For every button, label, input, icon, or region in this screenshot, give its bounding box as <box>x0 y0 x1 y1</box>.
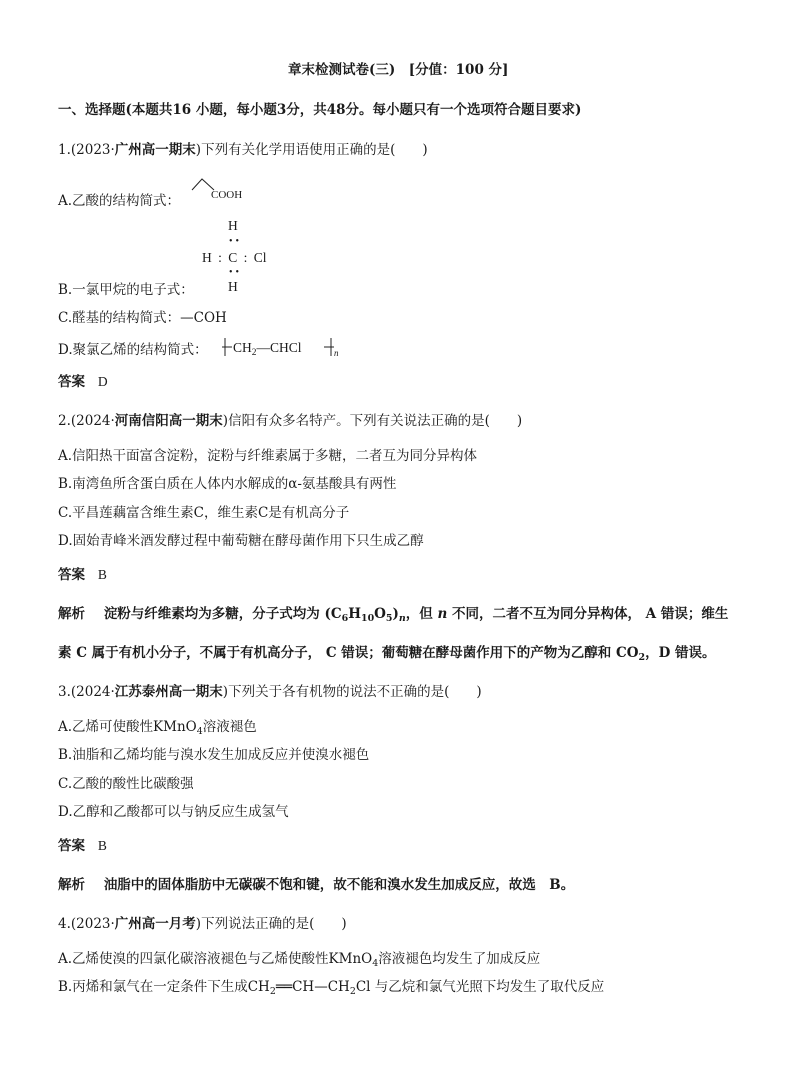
sub-4: 4 <box>196 726 203 737</box>
analysis-label: 解析 <box>58 606 85 622</box>
q2-analysis-text-1a: 淀粉与纤维素均为多糖，分子式均为 (C <box>103 606 342 622</box>
q1-source: 广州高一期末 <box>114 142 196 158</box>
q2-option-b: B.南湾鱼所含蛋白质在人体内水解成的α-氨基酸具有两性 <box>58 476 397 492</box>
q3-text: )下列关于各有机物的说法不正确的是( ) <box>222 684 482 700</box>
q3-source: 江苏泰州高一期末 <box>114 684 223 700</box>
q4-option-a <box>58 950 540 973</box>
sub-2: 2 <box>269 986 276 997</box>
sub-5: 5 <box>385 613 393 624</box>
q2-analysis-text-2c: ，D 错误。 <box>645 645 716 661</box>
q1-text: )下列有关化学用语使用正确的是( ) <box>195 142 428 158</box>
q1-option-b-mid: H : C : Cl <box>202 250 267 265</box>
q1-answer <box>58 373 108 391</box>
q2-analysis-paren: ) <box>392 606 399 622</box>
section-label: 一、选择题(本题共16 小题，每小题3分，共48分。每小题只有一个选项符合题目要求) <box>58 102 582 118</box>
q3-analysis-text: 油脂中的固体脂肪中无碳碳不饱和键，故不能和溴水发生加成反应，故选 B。 <box>103 877 575 893</box>
q1-option-a-label: A.乙酸的结构简式： <box>58 193 181 209</box>
answer-label: 答案 <box>58 567 85 583</box>
dots-top: •• <box>229 236 243 247</box>
pvc-chcl: —CHCl <box>256 340 302 355</box>
section-heading <box>58 101 581 119</box>
q1-number: 1.(2023· <box>58 142 115 158</box>
dots-bottom: •• <box>229 267 243 278</box>
q3-option-c: C.乙酸的酸性比碳酸强 <box>58 776 194 792</box>
q2-source: 河南信阳高一期末 <box>114 413 223 429</box>
q2-analysis-text-1k: 不同，二者不互为同分异构体， A 错误；维生 <box>447 606 729 622</box>
q3-number: 3.(2024· <box>58 684 115 700</box>
q3-option-a <box>58 718 257 741</box>
q1-option-b-label: B.一氯甲烷的电子式： <box>58 282 194 298</box>
sub-6: 6 <box>341 613 349 624</box>
q3-option-a-text: A.乙烯可使酸性KMnO <box>58 719 197 735</box>
q2-number: 2.(2024· <box>58 413 115 429</box>
q2-option-d: D.固始青峰米酒发酵过程中葡萄糖在酵母菌作用下只生成乙醇 <box>58 533 424 549</box>
q3-option-d: D.乙醇和乙酸都可以与钠反应生成氢气 <box>58 804 289 820</box>
q2-analysis-text-2a: 素 C 属于有机小分子，不属于有机高分子， C 错误；葡萄糖在酵母菌作用下的产物为乙醇和 CO <box>58 645 639 661</box>
q3-option-a-text-end: 溶液褪色 <box>202 719 257 735</box>
q4-option-b-double-bond: ══CH—CH <box>275 979 350 995</box>
q4-option-a-text: A.乙烯使溴的四氯化碳溶液褪色与乙烯使酸性KMnO <box>58 951 373 967</box>
q1-option-d-label: D.聚氯乙烯的结构简式： <box>58 342 208 358</box>
q2-option-a: A.信阳热干面富含淀粉，淀粉与纤维素属于多糖，二者互为同分异构体 <box>58 448 478 464</box>
page-title: 章末检测试卷(三) [分值：100 分] <box>288 62 509 78</box>
q2-analysis-line2 <box>58 644 716 667</box>
answer-value: D <box>97 374 108 389</box>
q4-option-b-text: B.丙烯和氯气在一定条件下生成CH <box>58 979 270 995</box>
q2-analysis-line1 <box>58 605 728 628</box>
q4-number: 4.(2023· <box>58 916 115 932</box>
q2-text: )信阳有众多名特产。下列有关说法正确的是( ) <box>222 413 523 429</box>
answer-label: 答案 <box>58 374 85 390</box>
analysis-label: 解析 <box>58 877 85 893</box>
sub-4: 4 <box>372 958 379 969</box>
pvc-ch: CH <box>233 340 252 355</box>
q4-source: 广州高一月考 <box>114 916 196 932</box>
q2-analysis-n: n <box>437 606 448 622</box>
answer-value: B <box>97 838 107 853</box>
q3-answer <box>58 837 107 855</box>
sub-2: 2 <box>349 986 356 997</box>
question-2-stem <box>58 412 522 430</box>
q2-analysis-text-1i: ，但 <box>405 606 438 622</box>
q4-text: )下列说法正确的是( ) <box>195 916 347 932</box>
q2-option-c: C.平昌莲藕富含维生素C，维生素C是有机高分子 <box>58 505 350 521</box>
q4-option-b <box>58 978 604 1001</box>
question-4-stem <box>58 915 347 933</box>
sub-10: 10 <box>361 613 375 624</box>
q3-option-b: B.油脂和乙烯均能与溴水发生加成反应并使溴水褪色 <box>58 747 370 763</box>
question-1-stem <box>58 141 428 159</box>
q1-option-a-formula: COOH <box>211 189 243 201</box>
q2-analysis-h: H <box>348 606 361 622</box>
sub-2: 2 <box>638 652 646 663</box>
q1-option-d <box>58 341 208 359</box>
q1-option-b <box>58 281 194 299</box>
q1-option-d-n: n <box>334 348 339 358</box>
answer-label: 答案 <box>58 838 85 854</box>
q3-analysis <box>58 876 574 894</box>
q4-option-a-text-end: 溶液褪色均发生了加成反应 <box>378 951 541 967</box>
q1-option-d-formula <box>233 339 302 362</box>
q1-option-a <box>58 192 180 210</box>
q1-option-c: C.醛基的结构简式：—COH <box>58 310 227 326</box>
q4-option-b-text-end: Cl 与乙烷和氯气光照下均发生了取代反应 <box>355 979 605 995</box>
answer-value: B <box>97 567 107 582</box>
q1-option-b-h-bottom: H <box>228 279 238 294</box>
pvc-sub-2: 2 <box>251 348 257 358</box>
q2-analysis-o: O <box>374 606 386 622</box>
q2-answer <box>58 566 107 584</box>
question-3-stem <box>58 683 482 701</box>
sub-n: n <box>398 613 406 624</box>
q1-option-b-h-top: H <box>228 218 238 233</box>
